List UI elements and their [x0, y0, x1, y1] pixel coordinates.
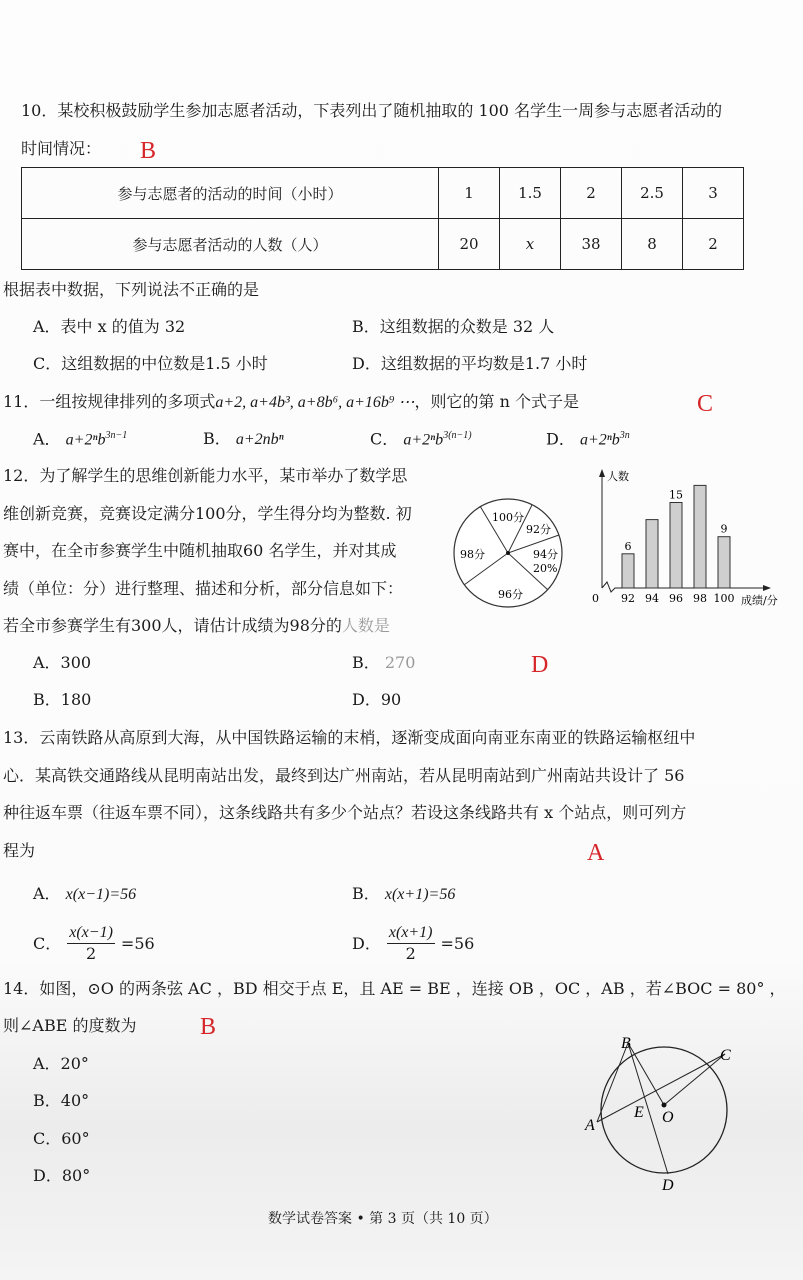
- q13-line: 心．某高铁交通路线从昆明南站出发，最终到达广州南站，若从昆明南站到广州南站共设计了 56: [3, 766, 685, 785]
- segment-oc: [664, 1054, 725, 1105]
- q11-stem: [3, 394, 579, 411]
- q14-option-d: D．80°: [33, 1166, 91, 1185]
- bar-94: [646, 520, 658, 588]
- q10-stem-line1: 10．某校积极鼓励学生参加志愿者活动，下表列出了随机抽取的 100 名学生一周参与志愿者活动的: [21, 101, 723, 120]
- table-header-cell: 参与志愿者的活动的时间（小时）: [22, 168, 439, 219]
- q10-option-d: D．这组数据的平均数是1.7 小时: [352, 354, 588, 373]
- table-cell: 1.5: [500, 168, 561, 219]
- bar-100: [718, 537, 730, 588]
- bar-chart: [585, 468, 803, 613]
- q13-option-c: C． $\frac{x(x-1)}{2}$ =56: [33, 924, 155, 963]
- q10-answer: B: [140, 138, 157, 164]
- q12-option-d: D．90: [352, 690, 402, 709]
- page-footer: 数学试卷答案 • 第 3 页（共 10 页）: [268, 1211, 498, 1227]
- q11-option-c: C． a+2ⁿb$^{3(n-1)}$: [370, 429, 472, 449]
- pie-label: 98分: [460, 548, 485, 561]
- point-b-label: B: [621, 1035, 631, 1052]
- q13-line: 13．云南铁路从高原到大海，从中国铁路运输的末梢，逐渐变成面向南亚东南亚的铁路运输枢纽中: [3, 728, 696, 747]
- bar-98: [694, 485, 706, 588]
- bar-data-label: 15: [669, 488, 683, 502]
- q13-option-b: B． x(x+1)=56: [352, 884, 456, 903]
- q12-option-b: B． 270: [352, 653, 416, 672]
- q12-answer: D: [531, 652, 549, 678]
- chord-ab: [597, 1043, 628, 1122]
- q11-option-d: D． a+2ⁿb$^{3n}$: [546, 429, 630, 449]
- q10-option-b: B．这组数据的众数是 32 人: [352, 317, 555, 336]
- table-cell: x: [500, 219, 561, 270]
- y-axis-label: 人数: [607, 470, 629, 483]
- q11-option-b: B． a+2nbⁿ: [203, 429, 284, 448]
- chord-ac: [597, 1054, 725, 1122]
- q10-table: [21, 167, 744, 270]
- q13-line: 种往返车票（往返车票不同），这条线路共有多少个站点？若设这条线路共有 x 个站点，则可列方: [3, 803, 687, 822]
- x-tick-label: 96: [669, 592, 683, 605]
- q12-line: 若全市参赛学生有300人，请估计成绩为98分的人数是: [3, 616, 390, 635]
- circle-geometry-figure: [580, 1030, 760, 1195]
- q14-option-b: B．40°: [33, 1091, 90, 1110]
- bar-data-label: 9: [720, 522, 728, 536]
- q13-line: 程为: [3, 841, 36, 860]
- q14-line1: 14．如图，⊙O 的两条弦 AC ，BD 相交于点 E，且 AE = BE ，连接 OB ，OC ，AB ，若∠BOC = 80° ，: [3, 979, 786, 998]
- table-row: [22, 219, 744, 270]
- table-header-cell: 参与志愿者活动的人数（人）: [22, 219, 439, 270]
- pie-label: 96分: [498, 588, 523, 601]
- bar-96: [670, 503, 682, 589]
- q14-answer: B: [200, 1014, 217, 1040]
- q12-option-a: A．300: [33, 653, 92, 672]
- q10-option-c: C．这组数据的中位数是1.5 小时: [33, 354, 268, 373]
- q13-option-d: D． $\frac{x(x+1)}{2}$ =56: [352, 924, 475, 963]
- q12-line: 12．为了解学生的思维创新能力水平，某市举办了数学思: [3, 466, 408, 485]
- bar-data-label: 6: [624, 539, 632, 553]
- q12-line: 赛中，在全市参赛学生中随机抽取60 名学生，并对其成: [3, 541, 397, 560]
- pie-label: 92分: [526, 523, 551, 536]
- q14-option-c: C．60°: [33, 1129, 90, 1148]
- q11-stem-formula: a+2, a+4b³, a+8b⁶, a+16b⁹ ⋯: [215, 394, 415, 411]
- table-cell: 2: [561, 168, 622, 219]
- point-o-label: O: [662, 1109, 674, 1126]
- q10-stem-line2: 时间情况：: [21, 139, 102, 158]
- q14-option-a: A．20°: [33, 1054, 89, 1073]
- q13-answer: A: [587, 840, 605, 866]
- point-a-label: A: [585, 1117, 595, 1134]
- table-cell: 3: [683, 168, 744, 219]
- q11-stem-prefix: 11．一组按规律排列的多项式: [3, 392, 216, 411]
- table-cell: 38: [561, 219, 622, 270]
- table-cell: 2: [683, 219, 744, 270]
- pie-label: 100分: [492, 511, 524, 524]
- q11-answer: C: [697, 391, 714, 417]
- q13-option-a: A． x(x−1)=56: [33, 884, 137, 903]
- pie-label: 94分: [533, 548, 558, 561]
- q12-option-c: B．180: [33, 690, 92, 709]
- bar-92: [622, 554, 634, 588]
- x-tick-label: 98: [693, 592, 707, 605]
- table-row: [22, 168, 744, 219]
- x-tick-label: 92: [621, 592, 635, 605]
- q10-prompt: 根据表中数据，下列说法不正确的是: [3, 280, 260, 299]
- table-cell: 20: [439, 219, 500, 270]
- point-c-label: C: [720, 1047, 731, 1064]
- x-axis-label: 成绩/分: [741, 594, 778, 607]
- q10-option-a: A．表中 x 的值为 32: [33, 317, 186, 336]
- q14-line2: 则∠ABE 的度数为: [3, 1016, 137, 1035]
- pie-chart: [450, 495, 570, 615]
- q11-stem-suffix: ，则它的第 n 个式子是: [414, 392, 579, 411]
- x-tick-label: 94: [645, 592, 659, 605]
- table-cell: 1: [439, 168, 500, 219]
- q12-line: 绩（单位：分）进行整理、描述和分析，部分信息如下：: [3, 579, 404, 598]
- pie-note: 20%: [533, 562, 558, 575]
- origin-label: 0: [592, 592, 599, 605]
- table-cell: 8: [622, 219, 683, 270]
- point-d-label: D: [662, 1177, 674, 1194]
- point-e-label: E: [634, 1104, 644, 1121]
- table-cell: 2.5: [622, 168, 683, 219]
- q11-option-a: A． a+2ⁿb$^{3n-1}$: [33, 429, 128, 449]
- x-tick-label: 100: [713, 592, 735, 605]
- q12-line: 维创新竞赛，竞赛设定满分100分，学生得分均为整数. 初: [3, 504, 412, 523]
